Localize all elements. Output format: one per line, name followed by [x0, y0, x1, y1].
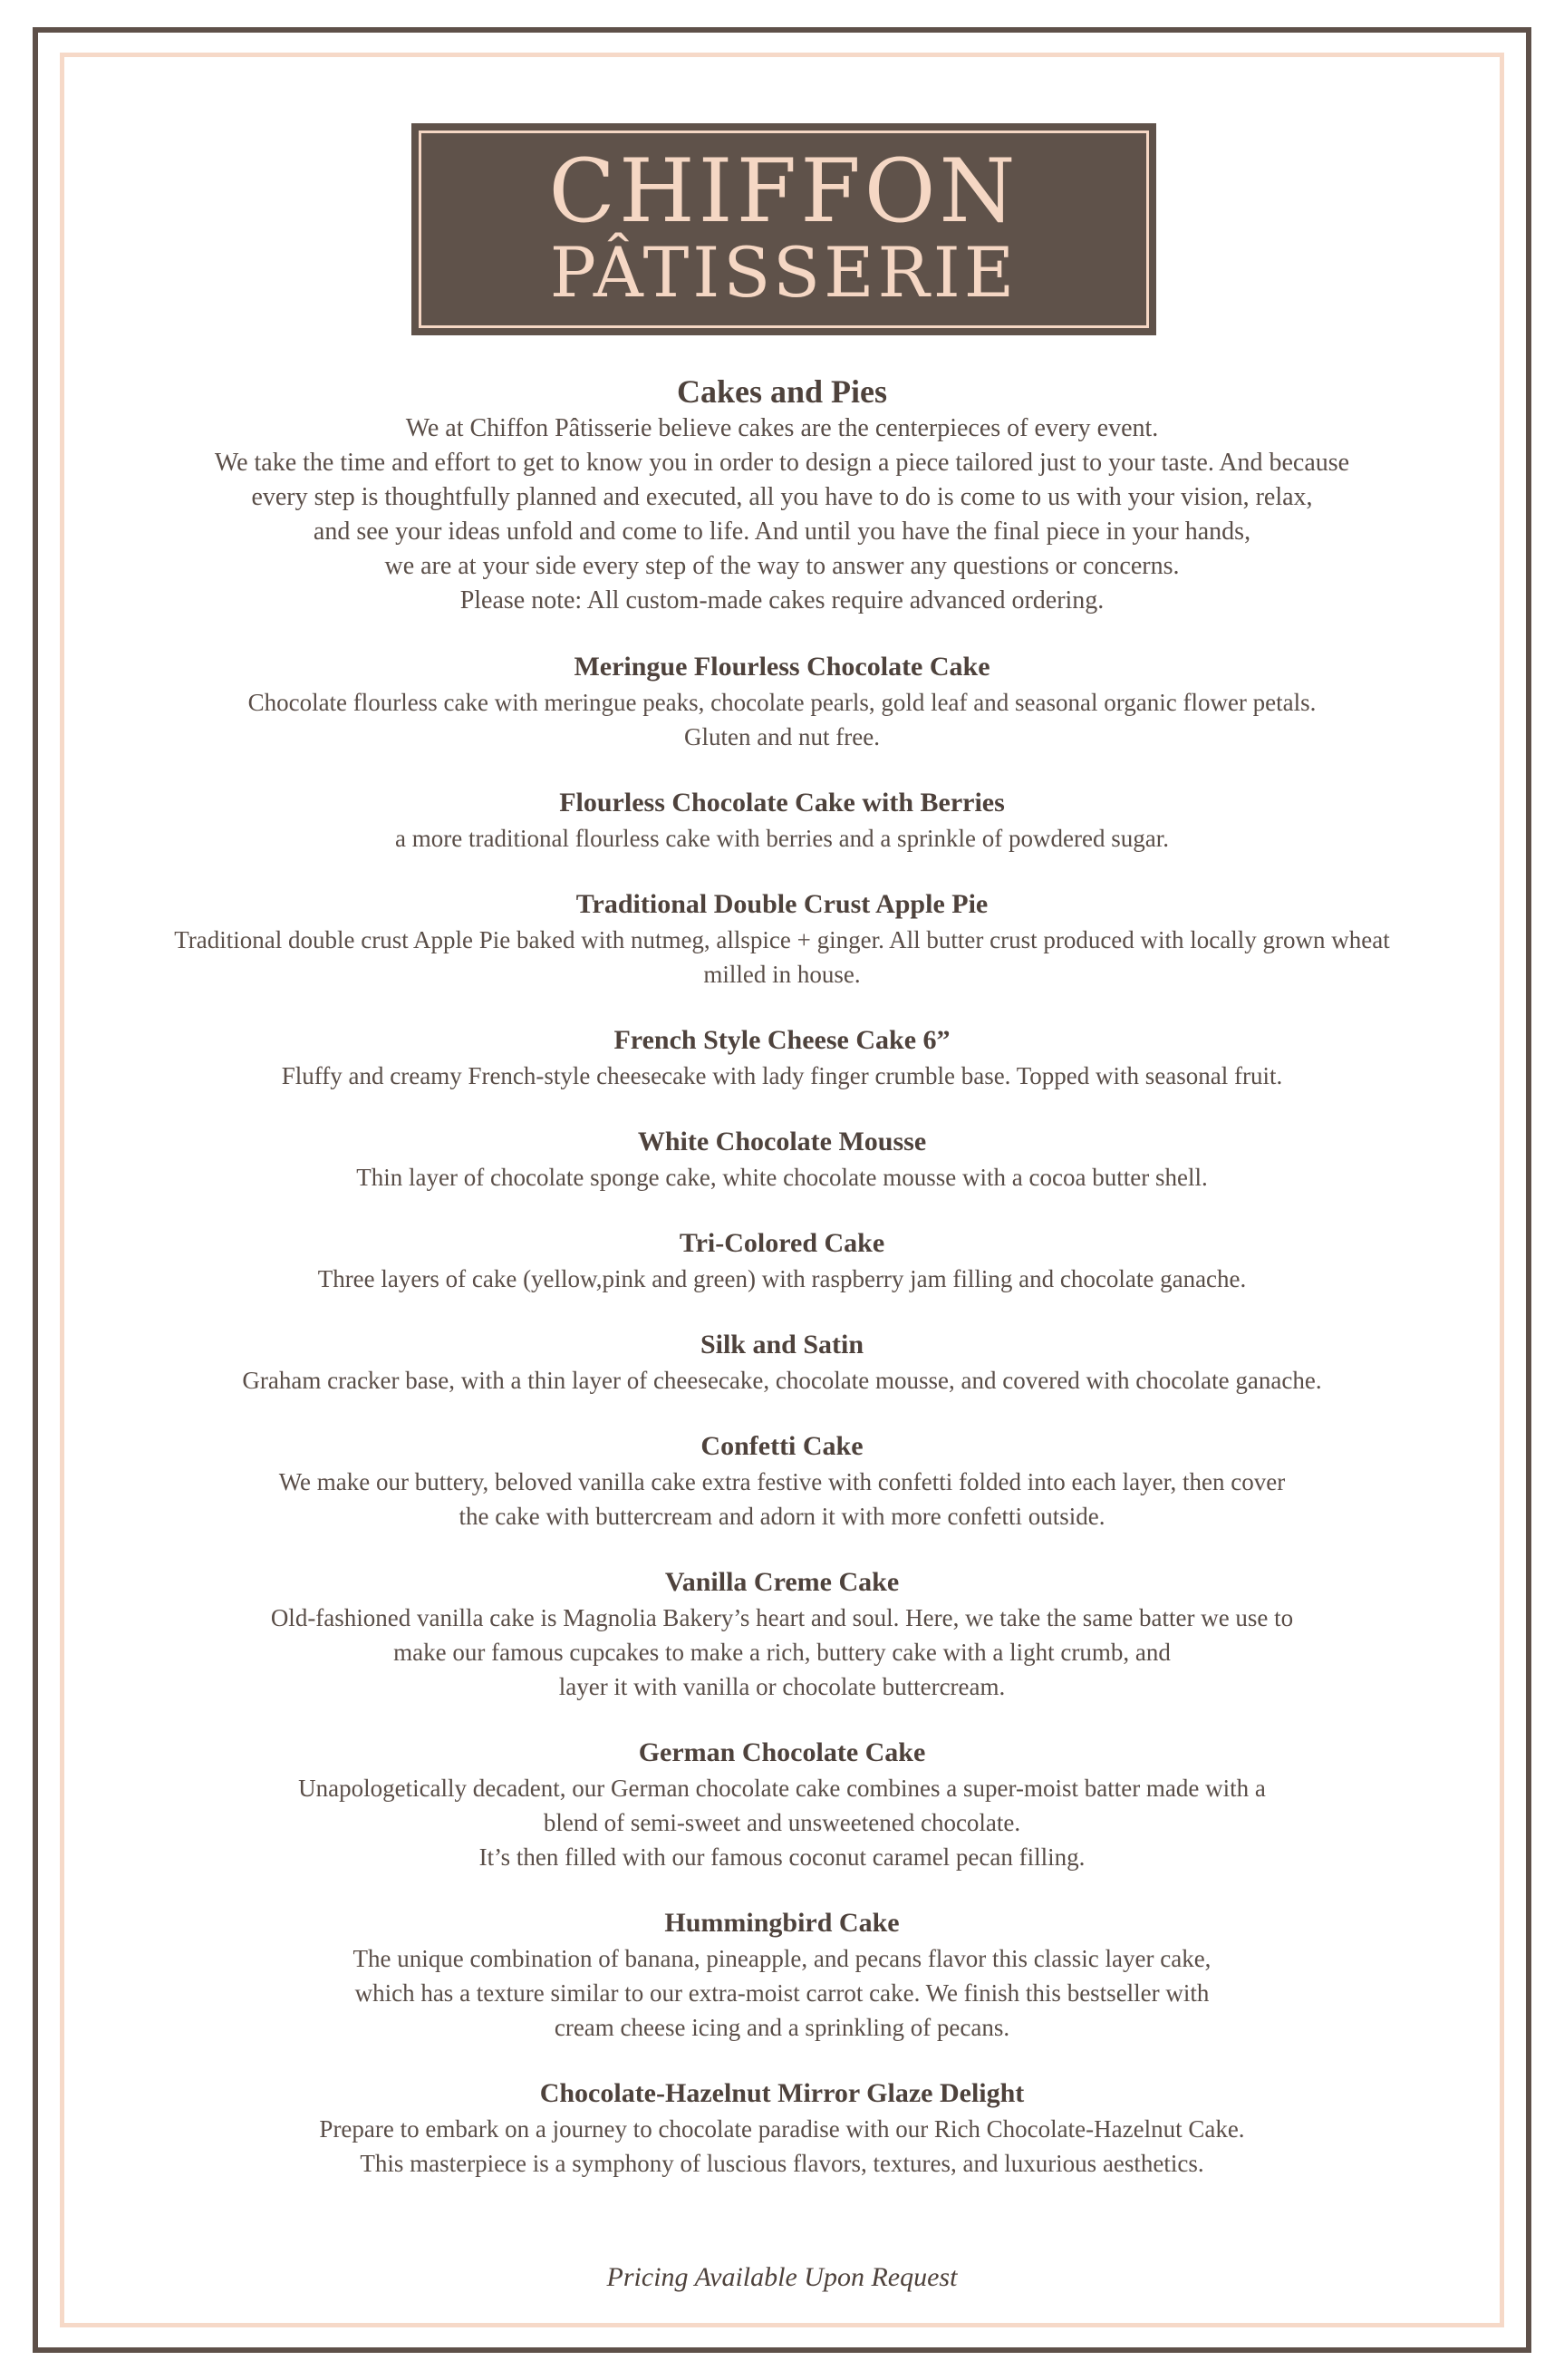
menu-item-name: Confetti Cake [700, 1431, 864, 1461]
menu-item-name: Tri-Colored Cake [679, 1228, 885, 1258]
menu-item-description: We make our buttery, beloved vanilla cake extra festive with confetti folded into each layer, then cover [278, 1468, 1286, 1495]
intro-line: we are at your side every step of the way to answer any questions or concerns. [384, 552, 1180, 580]
menu-item-name: Flourless Chocolate Cake with Berries [559, 788, 1005, 818]
menu-item-description: milled in house. [703, 961, 861, 988]
menu-item [72, 1735, 1492, 1874]
menu-item-description: Unapologetically decadent, our German chocolate cake combines a super-moist batter made with a [298, 1775, 1266, 1802]
brand-name-line2: PÂTISSERIE [549, 232, 1019, 313]
intro-line: every step is thoughtfully planned and executed, all you have to do is come to us with your vision, relax, [251, 483, 1313, 511]
menu-item-description: This masterpiece is a symphony of luscious flavors, textures, and luxurious aesthetics. [360, 2150, 1204, 2177]
menu-item-description: Three layers of cake (yellow,pink and green) with raspberry jam filling and chocolate ganache. [317, 1265, 1247, 1292]
menu-item-description: It’s then filled with our famous coconut caramel pecan filling. [478, 1843, 1086, 1871]
menu-item [72, 2075, 1492, 2181]
menu-item-description: blend of semi-sweet and unsweetened chocolate. [543, 1809, 1021, 1836]
brand-logo [411, 123, 1156, 335]
menu-item [72, 1564, 1492, 1704]
menu-item-name: German Chocolate Cake [638, 1737, 926, 1767]
menu-item-description: a more traditional flourless cake with berries and a sprinkle of powdered sugar. [395, 825, 1169, 852]
menu-item [72, 1022, 1492, 1093]
menu-item [72, 1428, 1492, 1533]
menu-item-description: Prepare to embark on a journey to chocolate paradise with our Rich Chocolate-Hazelnut Cake. [319, 2115, 1245, 2143]
menu-item-description: Old-fashioned vanilla cake is Magnolia Bakery’s heart and soul. Here, we take the same batter we use to [270, 1604, 1294, 1631]
menu-item-description: cream cheese icing and a sprinkling of pecans. [554, 2014, 1010, 2041]
menu-item-description: Chocolate flourless cake with meringue peaks, chocolate pearls, gold leaf and seasonal organic flower petals. [247, 689, 1317, 716]
menu-item-name: Chocolate-Hazelnut Mirror Glaze Delight [539, 2078, 1025, 2108]
menu-content [72, 372, 1492, 2181]
menu-item [72, 886, 1492, 992]
menu-item-description: Graham cracker base, with a thin layer of cheesecake, chocolate mousse, and covered with chocolate ganache. [242, 1367, 1322, 1394]
menu-item-name: French Style Cheese Cake 6” [613, 1025, 951, 1055]
menu-items-list [72, 649, 1492, 2181]
menu-item [72, 1327, 1492, 1398]
intro-line: We at Chiffon Pâtisserie believe cakes are the centerpieces of every event. [405, 414, 1159, 442]
menu-item-description: make our famous cupcakes to make a rich, buttery cake with a light crumb, and [393, 1639, 1171, 1666]
menu-item-name: Vanilla Creme Cake [664, 1567, 900, 1597]
menu-item-description: Traditional double crust Apple Pie baked with nutmeg, allspice + ginger. All butter crust produced with locally grown wheat [174, 926, 1390, 953]
menu-item-description: layer it with vanilla or chocolate buttercream. [558, 1673, 1006, 1700]
intro-line: We take the time and effort to get to know you in order to design a piece tailored just to your taste. And because [214, 449, 1350, 477]
menu-item [72, 649, 1492, 754]
menu-item [72, 1225, 1492, 1296]
pricing-note: Pricing Available Upon Request [606, 2262, 958, 2292]
menu-item-name: Traditional Double Crust Apple Pie [575, 889, 989, 919]
menu-item-name: Meringue Flourless Chocolate Cake [574, 652, 990, 682]
menu-item [72, 785, 1492, 856]
menu-item-name: Silk and Satin [700, 1330, 864, 1359]
menu-item [72, 1124, 1492, 1195]
intro-text [72, 411, 1492, 618]
intro-line: and see your ideas unfold and come to life. And until you have the final piece in your hands, [313, 518, 1251, 546]
intro-line: Please note: All custom-made cakes require advanced ordering. [459, 586, 1105, 614]
menu-item-description: Fluffy and creamy French-style cheesecake with lady finger crumble base. Topped with seasonal fruit. [281, 1062, 1283, 1089]
menu-item [72, 1905, 1492, 2045]
menu-item-description: the cake with buttercream and adorn it with more confetti outside. [459, 1503, 1105, 1530]
section-title: Cakes and Pies [676, 373, 888, 410]
menu-item-description: which has a texture similar to our extra-moist carrot cake. We finish this bestseller with [354, 1979, 1210, 2007]
menu-item-description: Thin layer of chocolate sponge cake, white chocolate mousse with a cocoa butter shell. [356, 1164, 1208, 1191]
brand-name-line1: CHIFFON [548, 140, 1019, 242]
menu-item-name: Hummingbird Cake [664, 1908, 900, 1938]
menu-item-description: The unique combination of banana, pineapple, and pecans flavor this classic layer cake, [352, 1945, 1212, 1972]
brand-logo-inner [419, 131, 1149, 328]
menu-item-description: Gluten and nut free. [684, 723, 880, 750]
menu-item-name: White Chocolate Mousse [637, 1127, 927, 1156]
